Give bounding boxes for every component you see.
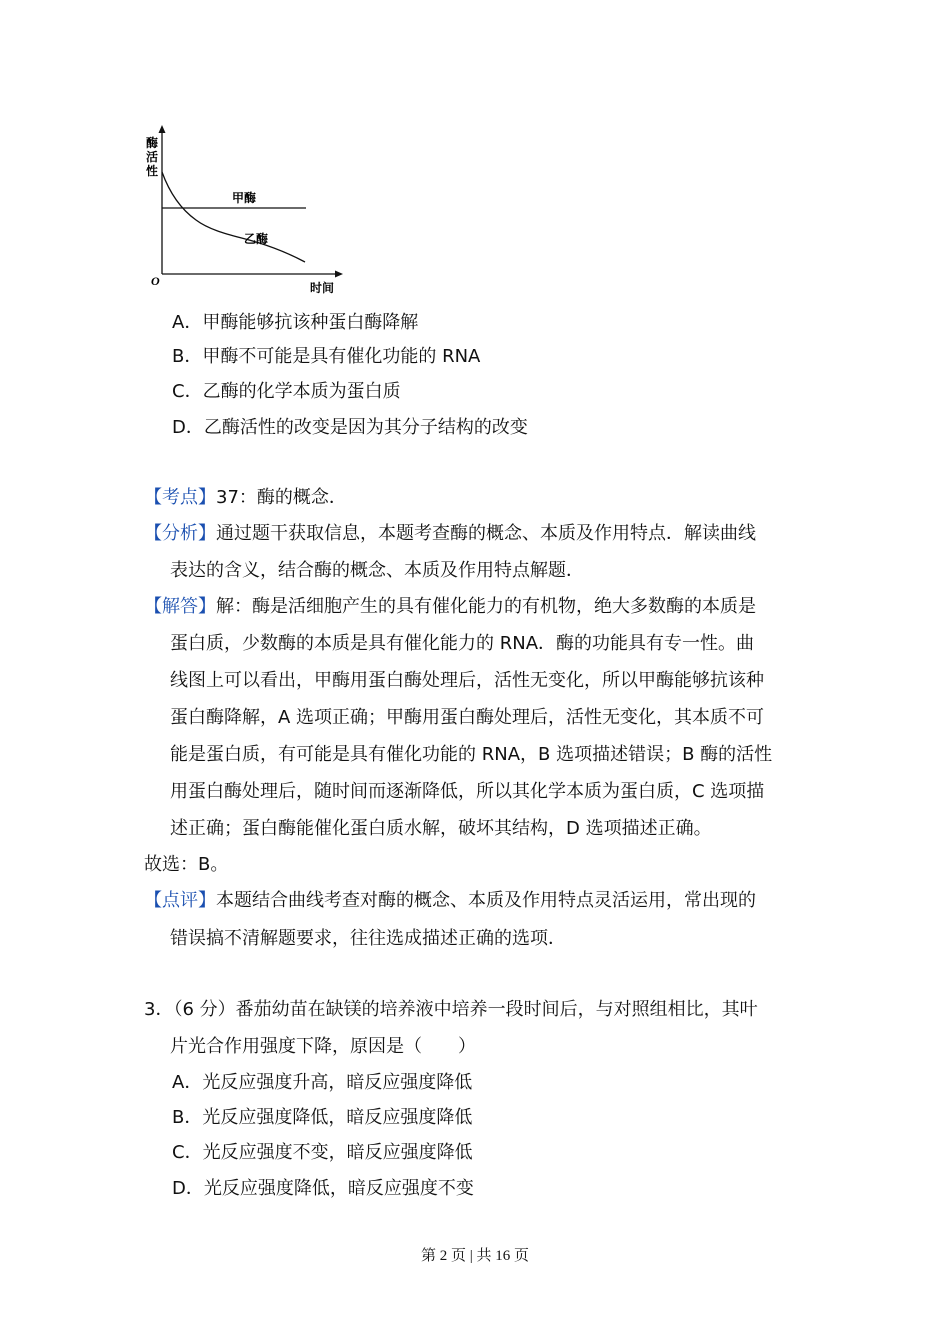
kaodian-tag: 【考点】 [144, 487, 216, 508]
q3-option-a: A．光反应强度升高，暗反应强度降低 [172, 1072, 473, 1093]
jieda-text-1: 解：酶是活细胞产生的具有催化能力的有机物，绝大多数酶的本质是 [216, 596, 756, 617]
x-axis-label: 时间 [310, 281, 335, 295]
q3-stem-line-2: 片光合作用强度下降，原因是（ ） [170, 1036, 476, 1057]
dianping-tag: 【点评】 [144, 890, 216, 911]
dianping-text-1: 本题结合曲线考查对酶的概念、本质及作用特点灵活运用，常出现的 [216, 890, 756, 911]
q3-option-c: C．光反应强度不变，暗反应强度降低 [172, 1142, 473, 1163]
q2-option-a: A．甲酶能够抗该种蛋白酶降解 [172, 312, 419, 333]
q2-option-d: D．乙酶活性的改变是因为其分子结构的改变 [172, 417, 528, 438]
jieda-line-5: 能是蛋白质，有可能是具有催化功能的 RNA，B 选项描述错误；B 酶的活性 [170, 744, 773, 765]
curve-enzyme-a-label: 甲酶 [232, 191, 257, 205]
q2-option-b: B．甲酶不可能是具有催化功能的 RNA [172, 346, 481, 367]
q3-stem-line-1: 3．（6 分）番茄幼苗在缺镁的培养液中培养一段时间后，与对照组相比，其叶 [144, 999, 758, 1020]
q3-option-d: D．光反应强度降低，暗反应强度不变 [172, 1178, 474, 1199]
q3-option-b: B．光反应强度降低，暗反应强度降低 [172, 1107, 473, 1128]
x-axis-arrow [335, 271, 343, 278]
jieda-line-6: 用蛋白酶处理后，随时间而逐渐降低，所以其化学本质为蛋白质，C 选项描 [170, 781, 765, 802]
y-axis-arrow [159, 125, 166, 133]
answer-line: 故选：B。 [144, 854, 229, 875]
origin-label: O [151, 274, 160, 288]
enzyme-activity-graph [140, 122, 360, 297]
jieda-tag: 【解答】 [144, 596, 216, 617]
jieda-line-2: 蛋白质，少数酶的本质是具有催化能力的 RNA．酶的功能具有专一性。曲 [170, 633, 755, 654]
dianping-line-1 [144, 888, 756, 914]
curve-enzyme-b-label: 乙酶 [244, 232, 269, 246]
y-axis-label-1: 酶 [146, 136, 159, 150]
jieda-line-1 [144, 594, 756, 620]
jieda-line-3: 线图上可以看出，甲酶用蛋白酶处理后，活性无变化，所以甲酶能够抗该种 [170, 670, 764, 691]
fenxi-line-2: 表达的含义，结合酶的概念、本质及作用特点解题． [170, 560, 584, 581]
y-axis-label-3: 性 [146, 164, 159, 178]
jieda-line-4: 蛋白酶降解，A 选项正确；甲酶用蛋白酶处理后，活性无变化，其本质不可 [170, 707, 765, 728]
kaodian-line [144, 485, 347, 511]
jieda-line-7: 述正确；蛋白酶能催化蛋白质水解，破坏其结构，D 选项描述正确。 [170, 818, 712, 839]
fenxi-line-1 [144, 521, 756, 547]
q2-option-c: C．乙酶的化学本质为蛋白质 [172, 381, 401, 402]
curve-enzyme-b [162, 172, 305, 262]
dianping-line-2: 错误搞不清解题要求，往往选成描述正确的选项． [170, 928, 566, 949]
page-footer: 第 2 页 | 共 16 页 [420, 1248, 529, 1264]
kaodian-text: 37：酶的概念． [216, 487, 347, 508]
fenxi-tag: 【分析】 [144, 523, 216, 544]
y-axis-label-2: 活 [146, 150, 159, 164]
fenxi-text-1: 通过题干获取信息，本题考查酶的概念、本质及作用特点．解读曲线 [216, 523, 756, 544]
